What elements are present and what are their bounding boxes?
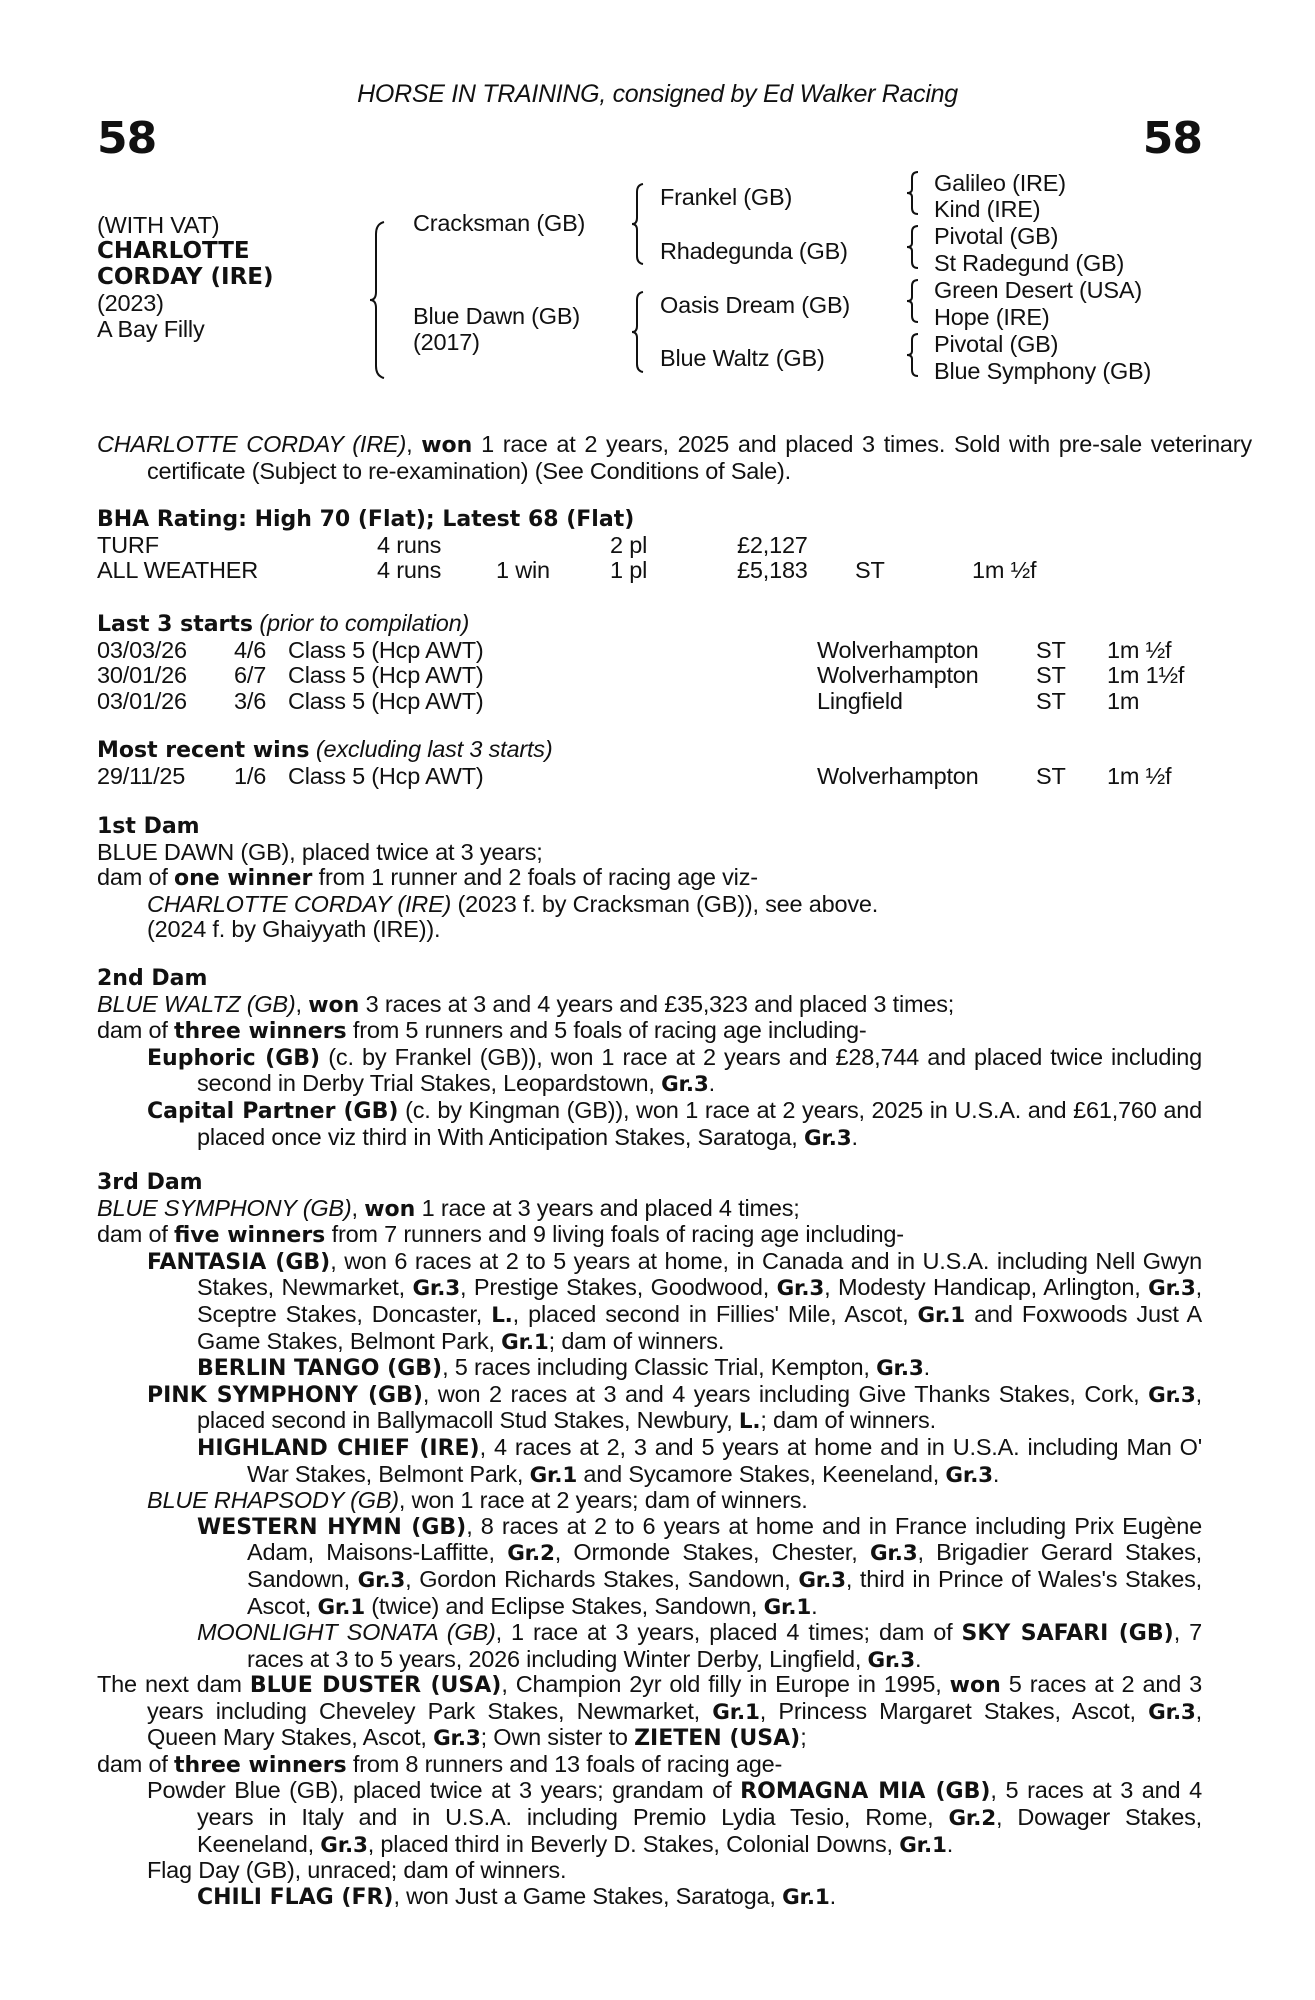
text: dam of xyxy=(97,864,174,891)
distance: 1m ½f xyxy=(1107,762,1172,789)
bha-rating-heading: BHA Rating: High 70 (Flat); Latest 68 (Flat) xyxy=(97,507,635,532)
text: from 8 runners and 13 foals of racing age- xyxy=(346,1750,783,1777)
grade: Gr.1 xyxy=(917,1302,966,1328)
going: ST xyxy=(855,557,885,584)
next-dam-entry xyxy=(97,1672,1202,1752)
ancestor-g3-3: Pivotal (GB) xyxy=(934,223,1059,249)
sire-dam-name: Rhadegunda (GB) xyxy=(660,238,848,264)
text: The next dam xyxy=(97,1671,250,1697)
ancestor-g3-4: St Radegund (GB) xyxy=(934,250,1125,276)
summary-horse-name: CHARLOTTE CORDAY (IRE) xyxy=(97,431,407,457)
text: , Champion 2yr old filly in Europe in 1995, xyxy=(501,1671,950,1697)
pedigree-brace-g3-3 xyxy=(905,278,921,324)
text: from 7 runners and 9 living foals of racing age including- xyxy=(325,1221,904,1248)
text: , Ormonde Stakes, Chester, xyxy=(554,1539,870,1566)
produce-entry-flag-day: Flag Day (GB), unraced; dam of winners. xyxy=(147,1857,567,1884)
text: dam of xyxy=(97,1221,174,1248)
placed: 1 pl xyxy=(610,557,648,584)
won: won xyxy=(364,1196,416,1222)
horse-name-line2: CORDAY (IRE) xyxy=(97,264,274,290)
produce-entry-blue-rhapsody xyxy=(147,1488,1202,1514)
text: , Dowager Stakes, Keeneland, xyxy=(197,1803,1203,1857)
produce-name: BLUE RHAPSODY (GB) xyxy=(147,1487,399,1514)
second-dam-produce-line xyxy=(97,1018,1202,1045)
text: , Queen Mary Stakes, Ascot, xyxy=(147,1697,1203,1751)
text: , 1 race at 3 years, placed 4 times; dam of xyxy=(495,1619,962,1646)
text: , placed second in Ballymacoll Stud Stakes, Newbury, xyxy=(197,1380,1202,1434)
produce-entry-pink-symphony xyxy=(147,1382,1202,1435)
horse-description: A Bay Filly xyxy=(97,316,205,342)
position: 1/6 xyxy=(234,762,267,789)
pedigree-brace-g3-4 xyxy=(905,332,921,378)
produce-name: Capital Partner (GB) xyxy=(147,1098,399,1124)
third-dam-line xyxy=(97,1196,1202,1223)
text: ; xyxy=(800,1724,807,1751)
grade: Gr.1 xyxy=(763,1594,812,1620)
text: . xyxy=(992,1460,1000,1487)
produce-entry: (2024 f. by Ghaiyyath (IRE)). xyxy=(147,916,441,943)
text: , 5 races including Classic Trial, Kempton, xyxy=(442,1354,877,1381)
grade: Gr.3 xyxy=(798,1567,846,1593)
text: 1 race at 3 years and placed 4 times; xyxy=(415,1194,800,1221)
second-dam-heading: 2nd Dam xyxy=(97,966,208,991)
text: (2023 f. by Cracksman (GB)), see above. xyxy=(451,890,879,917)
first-dam-line: BLUE DAWN (GB), placed twice at 3 years; xyxy=(97,838,543,865)
surface: TURF xyxy=(97,531,159,558)
date: 03/03/26 xyxy=(97,636,187,663)
text: , 4 races at 2, 3 and 5 years at home and in U.S.A. including Man O' War Stakes, Belmont Park, xyxy=(247,1433,1202,1487)
text: and Foxwoods Just A Game Stakes, Belmont Park, xyxy=(197,1300,1203,1354)
text: from 1 runner and 2 foals of racing age viz- xyxy=(312,864,758,891)
produce-entry-fantasia xyxy=(147,1249,1202,1355)
horse-year: (2023) xyxy=(97,290,164,316)
distance: 1m 1½f xyxy=(1107,662,1185,689)
text: dam of xyxy=(97,1017,174,1044)
grade: Gr.3 xyxy=(876,1356,924,1382)
produce-name: Euphoric (GB) xyxy=(147,1045,321,1071)
grade: Gr.3 xyxy=(945,1462,993,1488)
text: dam of xyxy=(97,1750,174,1777)
course: Lingfield xyxy=(817,687,903,714)
produce-entry-powder-blue xyxy=(147,1778,1202,1858)
going: ST xyxy=(1036,636,1066,663)
grade: Gr.2 xyxy=(948,1805,996,1831)
going: ST xyxy=(1036,662,1066,689)
dam-name: BLUE WALTZ (GB) xyxy=(97,990,296,1017)
dam-name: BLUE SYMPHONY (GB) xyxy=(97,1194,352,1221)
next-dam-section xyxy=(97,1672,1202,1910)
text: 5 races at 2 and 3 years including Cheveley Park Stakes, Newmarket, xyxy=(147,1671,1203,1724)
text: . xyxy=(923,1354,930,1381)
lot-number-left: 58 xyxy=(97,113,157,164)
produce-name: WESTERN HYMN (GB) xyxy=(197,1514,467,1540)
produce-name: PINK SYMPHONY (GB) xyxy=(147,1382,423,1408)
text: ; Own sister to xyxy=(480,1724,635,1751)
sire-sire-name: Frankel (GB) xyxy=(660,184,793,210)
race-class: Class 5 (Hcp AWT) xyxy=(288,762,484,789)
rating-row-all-weather xyxy=(97,558,1202,584)
text: , Prestige Stakes, Goodwood, xyxy=(460,1274,777,1301)
text: ; dam of winners. xyxy=(760,1407,936,1434)
grade: Gr.1 xyxy=(782,1884,830,1910)
text: . xyxy=(915,1645,922,1672)
text: , xyxy=(351,1194,365,1221)
grade: Gr.3 xyxy=(803,1125,852,1151)
start-row xyxy=(97,638,1202,664)
pedigree-brace-g3-2 xyxy=(905,224,921,270)
recent-wins-section xyxy=(97,737,1202,789)
grade: Gr.3 xyxy=(776,1276,825,1302)
text: . xyxy=(708,1070,715,1097)
third-dam-produce-line xyxy=(97,1222,1202,1249)
ancestor-g3-1: Galileo (IRE) xyxy=(934,170,1066,196)
text: Powder Blue (GB), placed twice at 3 years; grandam of xyxy=(147,1777,741,1804)
ancestor-g3-2: Kind (IRE) xyxy=(934,196,1041,222)
third-dam-section xyxy=(97,1170,1202,1673)
runs: 4 runs xyxy=(377,557,442,584)
page-header-title: HORSE IN TRAINING, consigned by Ed Walker Racing xyxy=(357,80,958,108)
winners-count: three winners xyxy=(173,1019,347,1045)
going: ST xyxy=(1036,687,1066,714)
vat-note: (WITH VAT) xyxy=(97,212,220,238)
produce-entry-western-hymn xyxy=(197,1514,1202,1620)
text: 3 races at 3 and 4 years and £35,323 and placed 3 times; xyxy=(359,990,955,1017)
last-starts-note: (prior to compilation) xyxy=(259,610,470,636)
prize: £2,127 xyxy=(737,531,808,558)
text: , Brigadier Gerard Stakes, Sandown, xyxy=(247,1539,1202,1592)
race-class: Class 5 (Hcp AWT) xyxy=(288,662,484,689)
second-dam-section xyxy=(97,966,1202,1151)
next-dam-produce-line xyxy=(97,1752,1202,1779)
summary-text: 1 race at 2 years, 2025 and placed 3 times. Sold with pre-sale veterinary certificate (Subject to re-examination) (See Conditions of Sale). xyxy=(147,431,1252,484)
text: , third in Prince of Wales's Stakes, Ascot, xyxy=(247,1565,1202,1619)
placed: 2 pl xyxy=(610,531,648,558)
bha-rating-section xyxy=(97,507,1202,584)
produce-entry xyxy=(147,1045,1202,1098)
recent-wins-note: (excluding last 3 starts) xyxy=(315,736,553,762)
grade: Gr.3 xyxy=(412,1276,460,1302)
start-row xyxy=(97,663,1202,689)
pedigree-brace-g3-1 xyxy=(905,170,921,216)
course: Wolverhampton xyxy=(817,636,979,663)
first-dam-section xyxy=(97,814,1202,943)
runs: 4 runs xyxy=(377,531,442,558)
second-dam-line xyxy=(97,992,1202,1019)
rating-row-turf xyxy=(97,533,1202,559)
race-class: Class 5 (Hcp AWT) xyxy=(288,687,484,714)
last-starts-heading-line xyxy=(97,611,1202,638)
race-record-summary xyxy=(97,432,1252,484)
text: , placed second in Fillies' Mile, Ascot, xyxy=(512,1300,918,1327)
winners-count: three winners xyxy=(173,1752,347,1778)
last-starts-heading: Last 3 starts xyxy=(97,612,254,637)
produce-entry-berlin-tango xyxy=(197,1355,1202,1382)
pedigree-brace-main xyxy=(368,220,388,380)
summary-won: won xyxy=(421,433,473,458)
text: , 7 races at 3 to 5 years, 2026 including Winter Derby, Lingfield, xyxy=(247,1619,1202,1672)
ancestor-g3-8: Blue Symphony (GB) xyxy=(934,358,1152,384)
produce-name: CHILI FLAG (FR) xyxy=(197,1884,394,1910)
position: 4/6 xyxy=(234,636,267,663)
grade: L. xyxy=(491,1302,513,1328)
grade: Gr.1 xyxy=(899,1832,947,1858)
date: 30/01/26 xyxy=(97,662,187,689)
text: . xyxy=(829,1882,836,1909)
text: . xyxy=(851,1123,858,1150)
grade: Gr.3 xyxy=(661,1072,709,1098)
distance: 1m ½f xyxy=(972,557,1037,584)
start-row xyxy=(97,689,1202,715)
won: won xyxy=(308,992,360,1018)
grade: Gr.2 xyxy=(507,1541,555,1567)
ancestor-g3-6: Hope (IRE) xyxy=(934,304,1050,330)
grade: Gr.3 xyxy=(433,1726,481,1752)
text: , won 1 race at 2 years; dam of winners. xyxy=(398,1487,808,1514)
produce-entry xyxy=(147,1098,1202,1151)
dam-year: (2017) xyxy=(413,329,480,355)
grade: Gr.1 xyxy=(529,1462,578,1488)
text: , xyxy=(295,990,309,1017)
grade: Gr.3 xyxy=(320,1832,368,1858)
position: 6/7 xyxy=(234,662,267,689)
going: ST xyxy=(1036,762,1066,789)
date: 29/11/25 xyxy=(97,762,186,789)
text: , Princess Margaret Stakes, Ascot, xyxy=(759,1697,1149,1724)
text: , Sceptre Stakes, Doncaster, xyxy=(197,1274,1202,1327)
text: , won 6 races at 2 to 5 years at home, in Canada and in U.S.A. including Nell Gwyn Stakes, Newmarket, xyxy=(197,1247,1203,1301)
sire-name: Cracksman (GB) xyxy=(413,210,586,236)
summary-comma: , xyxy=(406,431,413,457)
prize: £5,183 xyxy=(737,557,808,584)
text: and Sycamore Stakes, Keeneland, xyxy=(577,1460,946,1487)
produce-entry-chili-flag xyxy=(197,1884,1202,1911)
dam-name: Blue Dawn (GB) xyxy=(413,303,580,329)
dam-dam-name: Blue Waltz (GB) xyxy=(660,345,825,371)
race-class: Class 5 (Hcp AWT) xyxy=(288,636,484,663)
grade: Gr.1 xyxy=(712,1699,760,1725)
produce-entry xyxy=(97,892,1202,918)
lot-number-right: 58 xyxy=(1142,113,1202,164)
win-row xyxy=(97,764,1202,790)
winners-count: one winner xyxy=(173,866,313,892)
course: Wolverhampton xyxy=(817,762,979,789)
sibling-name: ZIETEN (USA) xyxy=(634,1726,801,1752)
first-dam-produce-line xyxy=(97,865,1202,892)
text: (twice) and Eclipse Stakes, Sandown, xyxy=(364,1592,764,1619)
grade: Gr.3 xyxy=(869,1541,918,1567)
won: won xyxy=(949,1673,1001,1698)
grade: Gr.1 xyxy=(317,1594,365,1620)
produce-name: CHARLOTTE CORDAY (IRE) xyxy=(147,890,452,917)
text: (c. by Frankel (GB)), won 1 race at 2 years and £28,744 and placed twice including second in Derby Trial Stakes, Leopardstown, xyxy=(197,1043,1202,1097)
third-dam-heading: 3rd Dam xyxy=(97,1170,203,1195)
text: , won Just a Game Stakes, Saratoga, xyxy=(393,1882,783,1909)
dam-sire-name: Oasis Dream (GB) xyxy=(660,292,851,318)
text: from 5 runners and 5 foals of racing age including- xyxy=(346,1017,867,1044)
text: , placed third in Beverly D. Stakes, Colonial Downs, xyxy=(367,1830,900,1857)
date: 03/01/26 xyxy=(97,687,187,714)
winner-name: ROMAGNA MIA (GB) xyxy=(740,1779,991,1805)
grade: Gr.3 xyxy=(1148,1276,1196,1302)
grade: Gr.3 xyxy=(867,1647,916,1673)
grade: Gr.3 xyxy=(1148,1382,1196,1408)
grade: L. xyxy=(738,1409,761,1435)
distance: 1m ½f xyxy=(1107,636,1172,663)
grade: Gr.1 xyxy=(501,1329,549,1355)
text: , Gordon Richards Stakes, Sandown, xyxy=(405,1565,799,1592)
produce-entry-moonlight-sonata xyxy=(197,1620,1202,1673)
recent-wins-heading: Most recent wins xyxy=(97,738,310,763)
text: , Modesty Handicap, Arlington, xyxy=(824,1274,1149,1301)
first-dam-heading: 1st Dam xyxy=(97,814,200,839)
dam-name: BLUE DUSTER (USA) xyxy=(249,1673,502,1698)
text: , won 2 races at 3 and 4 years including Give Thanks Stakes, Cork, xyxy=(422,1380,1149,1407)
horse-name-line1: CHARLOTTE xyxy=(97,238,250,264)
ancestor-g3-5: Green Desert (USA) xyxy=(934,277,1142,303)
surface: ALL WEATHER xyxy=(97,557,259,584)
grade: Gr.3 xyxy=(1148,1699,1196,1725)
ancestor-g3-7: Pivotal (GB) xyxy=(934,331,1059,357)
course: Wolverhampton xyxy=(817,662,979,689)
text: (c. by Kingman (GB)), won 1 race at 2 years, 2025 in U.S.A. and £61,760 and placed once viz third in With Anticipation Stakes, Saratoga, xyxy=(197,1096,1202,1150)
position: 3/6 xyxy=(234,687,267,714)
produce-name: HIGHLAND CHIEF (IRE) xyxy=(197,1435,480,1461)
produce-name: MOONLIGHT SONATA (GB) xyxy=(197,1619,496,1646)
produce-name: FANTASIA (GB) xyxy=(147,1249,331,1275)
text: . xyxy=(811,1592,818,1619)
winners-count: five winners xyxy=(173,1223,326,1249)
wins: 1 win xyxy=(496,557,550,584)
pedigree-brace-sire xyxy=(630,182,646,266)
produce-name: BERLIN TANGO (GB) xyxy=(197,1356,443,1382)
text: ; dam of winners. xyxy=(548,1327,725,1354)
grade: Gr.3 xyxy=(357,1567,406,1593)
text: , 5 races at 3 and 4 years in Italy and in U.S.A. including Premio Lydia Tesio, Rome, xyxy=(197,1777,1203,1830)
produce-entry-highland-chief xyxy=(197,1435,1202,1488)
pedigree-brace-dam xyxy=(630,290,646,374)
distance: 1m xyxy=(1107,687,1140,714)
text: , 8 races at 2 to 6 years at home and in France including Prix Eugène Adam, Maisons-Laffitte, xyxy=(247,1512,1202,1566)
last-starts-section xyxy=(97,611,1202,714)
winner-name: SKY SAFARI (GB) xyxy=(961,1621,1174,1647)
recent-wins-heading-line xyxy=(97,737,1202,764)
text: . xyxy=(946,1830,954,1857)
